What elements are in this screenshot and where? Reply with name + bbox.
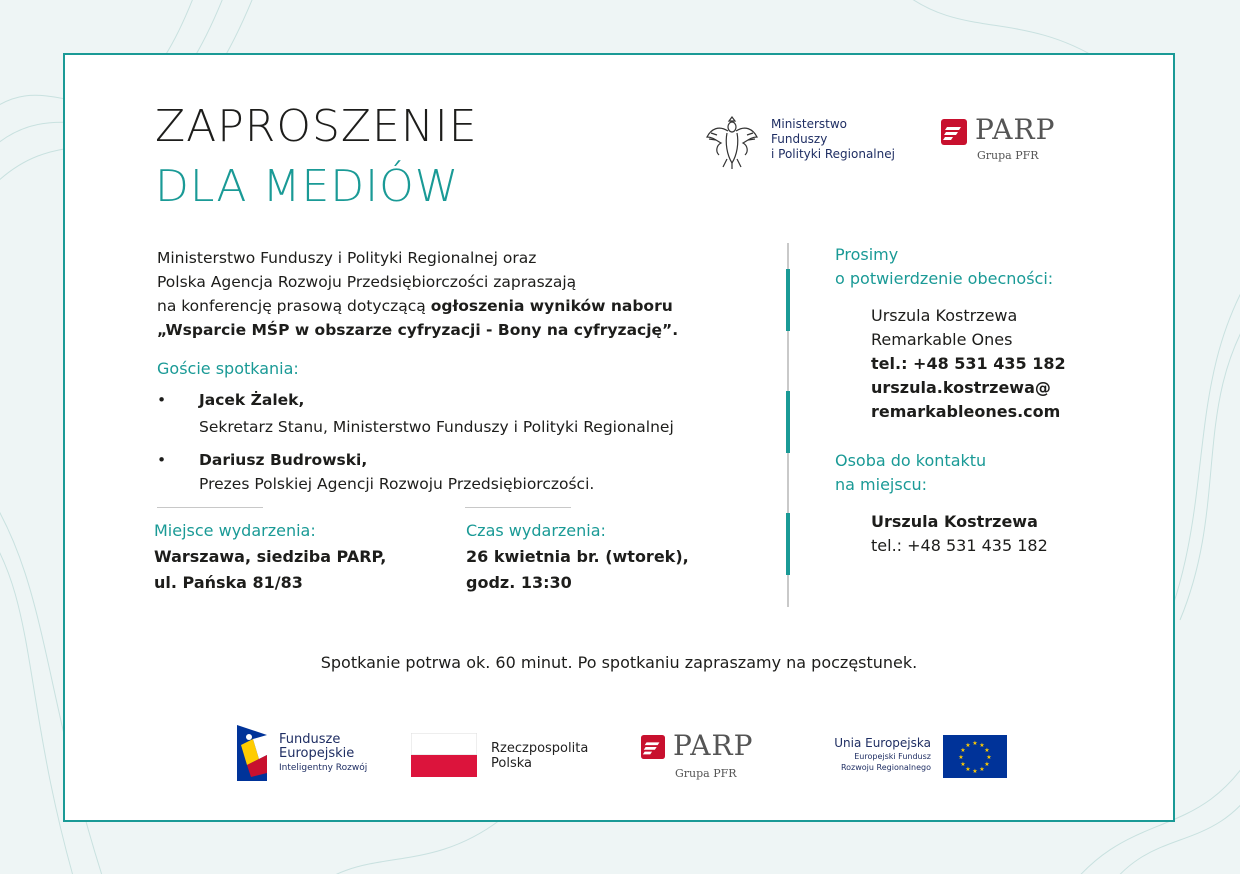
divider-accent [786, 513, 790, 575]
parp-mark-icon [941, 119, 967, 145]
svg-text:★: ★ [986, 754, 992, 761]
svg-text:★: ★ [965, 742, 971, 749]
confirm-phone: tel.: +48 531 435 182 [871, 354, 1066, 373]
guest-name: Dariusz Budrowski, [199, 451, 368, 469]
confirm-heading-line2: o potwierdzenie obecności: [835, 269, 1054, 288]
rp-line1: Rzeczpospolita [491, 741, 589, 756]
parp-mark-icon [641, 735, 665, 759]
guest-item [157, 448, 757, 498]
ministry-logo [705, 111, 905, 171]
confirm-heading [835, 243, 1053, 291]
svg-text:★: ★ [984, 747, 990, 754]
onsite-heading [835, 449, 986, 497]
place-line1: Warszawa, siedziba PARP, [154, 547, 387, 566]
intro-line2: Polska Agencja Rozwoju Przedsiębiorczości zapraszają [157, 273, 577, 291]
footer-note: Spotkanie potrwa ok. 60 minut. Po spotkaniu zapraszamy na poczęstunek. [320, 653, 918, 672]
onsite-phone: tel.: +48 531 435 182 [871, 536, 1048, 555]
svg-text:★: ★ [960, 761, 966, 768]
onsite-contact [871, 510, 1048, 558]
guest-role: Sekretarz Stanu, Ministerstwo Funduszy i Polityki Regionalnej [199, 418, 674, 436]
fe-flag-icon [237, 725, 271, 781]
confirm-heading-line1: Prosimy [835, 245, 899, 264]
bullet: • [157, 451, 167, 469]
time-line1: 26 kwietnia br. (wtorek), [466, 547, 689, 566]
onsite-heading-line2: na miejscu: [835, 475, 928, 494]
rp-line2: Polska [491, 756, 532, 771]
fe-line1: Fundusze [279, 732, 341, 747]
onsite-heading-line1: Osoba do kontaktu [835, 451, 987, 470]
poland-flag-icon [411, 733, 477, 777]
ministry-logo-line3: i Polityki Regionalnej [771, 147, 895, 161]
confirm-email-line2[interactable]: remarkableones.com [871, 402, 1061, 421]
guests-heading: Goście spotkania: [157, 359, 299, 378]
guest-name: Jacek Żalek, [199, 391, 305, 409]
parp-footer-sub: Grupa PFR [675, 767, 737, 780]
intro-paragraph [157, 246, 678, 342]
fe-line2: Europejskie [279, 746, 355, 761]
confirm-email-line1[interactable]: urszula.kostrzewa@ [871, 378, 1051, 397]
parp-logo-footer [641, 731, 781, 783]
parp-footer-name: PARP [673, 729, 754, 762]
ue-line2: Europejski Fundusz [854, 752, 931, 761]
time-line2: godz. 13:30 [466, 573, 572, 592]
svg-text:★: ★ [979, 742, 985, 749]
intro-line3-bold: ogłoszenia wyników naboru [430, 297, 673, 315]
fe-line3: Inteligentny Rozwój [279, 763, 368, 773]
rzeczpospolita-polska-logo [411, 733, 611, 779]
eu-flag-icon [943, 735, 1007, 778]
event-time [466, 518, 689, 596]
parp-logo-header [941, 113, 1071, 167]
unia-europejska-logo [815, 733, 1015, 781]
time-label: Czas wydarzenia: [466, 521, 606, 540]
svg-text:★: ★ [960, 747, 966, 754]
divider [157, 507, 263, 508]
fundusze-europejskie-logo [237, 725, 387, 785]
title-line1: ZAPROSZENIE [155, 101, 478, 152]
divider [465, 507, 571, 508]
onsite-name: Urszula Kostrzewa [871, 512, 1038, 531]
intro-line3 [157, 294, 678, 318]
confirm-company: Remarkable Ones [871, 330, 1013, 349]
svg-text:★: ★ [984, 761, 990, 768]
intro-line1: Ministerstwo Funduszy i Polityki Regionalnej oraz [157, 249, 537, 267]
divider-accent [786, 269, 790, 331]
svg-text:★: ★ [958, 754, 964, 761]
polish-eagle-icon [705, 111, 759, 171]
intro-line4: „Wsparcie MŚP w obszarze cyfryzacji - Bony na cyfryzację”. [157, 321, 679, 339]
svg-text:★: ★ [972, 768, 978, 775]
place-label: Miejsce wydarzenia: [154, 521, 316, 540]
ministry-logo-line1: Ministerstwo [771, 117, 848, 131]
svg-text:★: ★ [979, 766, 985, 773]
ministry-logo-line2: Funduszy [771, 132, 828, 146]
confirm-name: Urszula Kostrzewa [871, 306, 1018, 325]
parp-logo-sub: Grupa PFR [977, 149, 1039, 162]
parp-logo-name: PARP [975, 113, 1056, 146]
title-line2: DLA MEDIÓW [155, 161, 460, 212]
svg-text:★: ★ [972, 740, 978, 747]
confirm-contact [871, 304, 1066, 424]
bullet: • [157, 391, 167, 409]
svg-text:★: ★ [965, 766, 971, 773]
ue-line3: Rozwoju Regionalnego [840, 763, 931, 772]
intro-line3-plain: na konferencję prasową dotyczącą [157, 297, 431, 315]
place-line2: ul. Pańska 81/83 [154, 573, 303, 592]
event-place [154, 518, 386, 596]
ue-line1: Unia Europejska [834, 736, 931, 750]
guest-item [157, 388, 757, 438]
divider-accent [786, 391, 790, 453]
invitation-card [63, 53, 1175, 822]
guest-role: Prezes Polskiej Agencji Rozwoju Przedsiębiorczości. [199, 475, 595, 493]
